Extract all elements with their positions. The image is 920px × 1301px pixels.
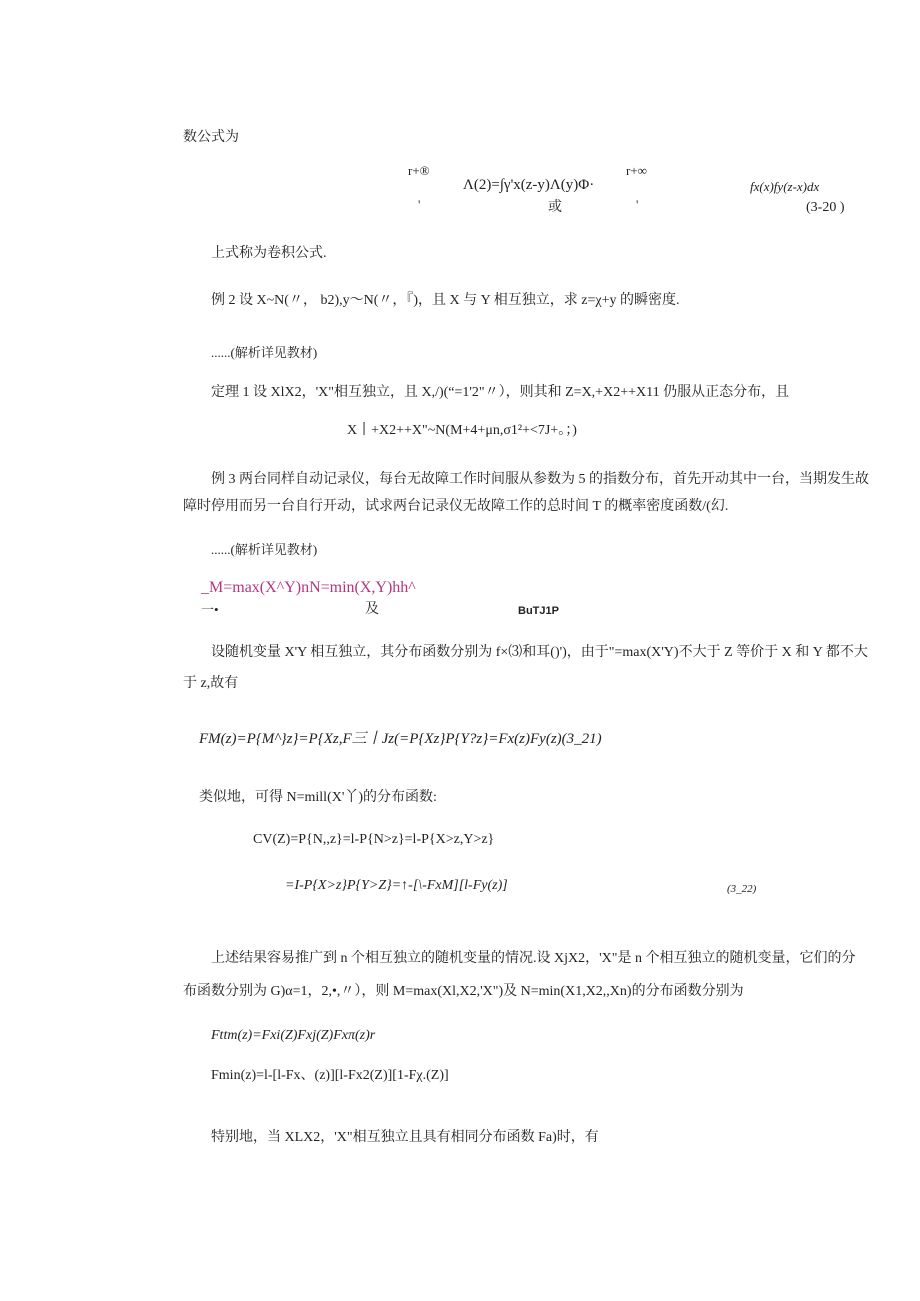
text-line: 上述结果容易推广到 n 个相互独立的随机变量的情况.设 XjX2，'X"是 n 个相互独立的随机变量，它们的分 [211, 951, 856, 966]
formula-3-21: FM(z)=P{M^}z}=P{Xz,F三丨Jz(=P{Xz}P{Y?z}=Fx(z)Fy(z)(3_21) [199, 731, 602, 747]
text-line: 上式称为卷积公式. [211, 246, 327, 261]
heading-fragment: 及 [365, 602, 379, 617]
example-3: 例 3 两台同样自动记录仪，每台无故障工作时间服从参数为 5 的指数分布，首先开动其中一台，当期发生故 [211, 472, 869, 487]
integral-limit-upper: r+∞ [626, 163, 647, 178]
theorem-1: 定理 1 设 XlX2，'X"相互独立，且 X,/)(“=1'2"〃），则其和 Z=X,+X2++X11 仍服从正态分布，且 [211, 385, 790, 400]
formula-max-n: Fttm(z)=Fxi(Z)Fxj(Z)Fxπ(z)r [211, 1028, 376, 1043]
section-heading-max-min: _M=max(X^Y)nN=min(X,Y)hh^ [201, 579, 416, 596]
text-line: 类似地，可得 N=mill(X'丫)的分布函数: [199, 790, 437, 805]
text-line: ......(解析详见教材) [211, 542, 318, 557]
formula-convolution: Λ(2)=∫γ'x(z-y)Λ(y)Φ· [463, 177, 595, 193]
integral-limit-upper: r+® [408, 163, 430, 178]
text-line: 设随机变量 X'Y 相互独立，其分布函数分别为 f×⑶和耳()')，由于"=max(X'Y)不大于 Z 等价于 X 和 Y 都不大 [211, 645, 868, 660]
formula-min-cdf-cont: =I-P{X>z}P{Y>Z}=↑-[\-FxM][l-Fy(z)] [285, 878, 508, 893]
formula-normal-sum: X丨+X2++X"~N(M+4+μn,σ1²+<7J+。；) [347, 423, 577, 438]
text-line: 数公式为 [183, 130, 239, 145]
text-line: 障时停用而另一台自行开动，试求两台记录仪无故障工作的总时间 T 的概率密度函数/(幻. [183, 499, 729, 514]
equation-number: (3-20 ) [806, 200, 845, 215]
heading-fragment: BuTJ1P [518, 605, 559, 617]
text-line: 特别地，当 XLX2，'X"相互独立且具有相同分布函数 Fa)时，有 [211, 1130, 599, 1145]
equation-number: (3_22) [727, 883, 757, 895]
formula-convolution-alt: fx(x)fy(z-x)dx [750, 179, 820, 194]
formula-min-n: Fmin(z)=l-[l-Fx、(z)][l-Fx2(Z)][1-Fχ.(Z)] [211, 1068, 449, 1083]
example-2: 例 2 设 X~N(〃， b2),y～N(〃，『)，且 X 与 Y 相互独立，求 z=χ+y 的瞬密度. [211, 293, 680, 308]
integral-limit-lower: ' [418, 197, 421, 212]
text-line: 于 z,故有 [183, 676, 239, 691]
formula-or: 或 [548, 200, 562, 215]
formula-min-cdf: CV(Z)=P{N,,z}=l-P{N>z}=l-P{X>z,Y>z} [253, 832, 495, 847]
text-line: ......(解析详见教材) [211, 345, 318, 360]
integral-limit-lower: ' [636, 197, 639, 212]
heading-fragment: 一• [201, 602, 219, 617]
text-line: 布函数分别为 G)α=1，2,•,〃），则 M=max(Xl,X2,'X")及 N=min(X1,X2,,Xn)的分布函数分别为 [183, 984, 744, 999]
